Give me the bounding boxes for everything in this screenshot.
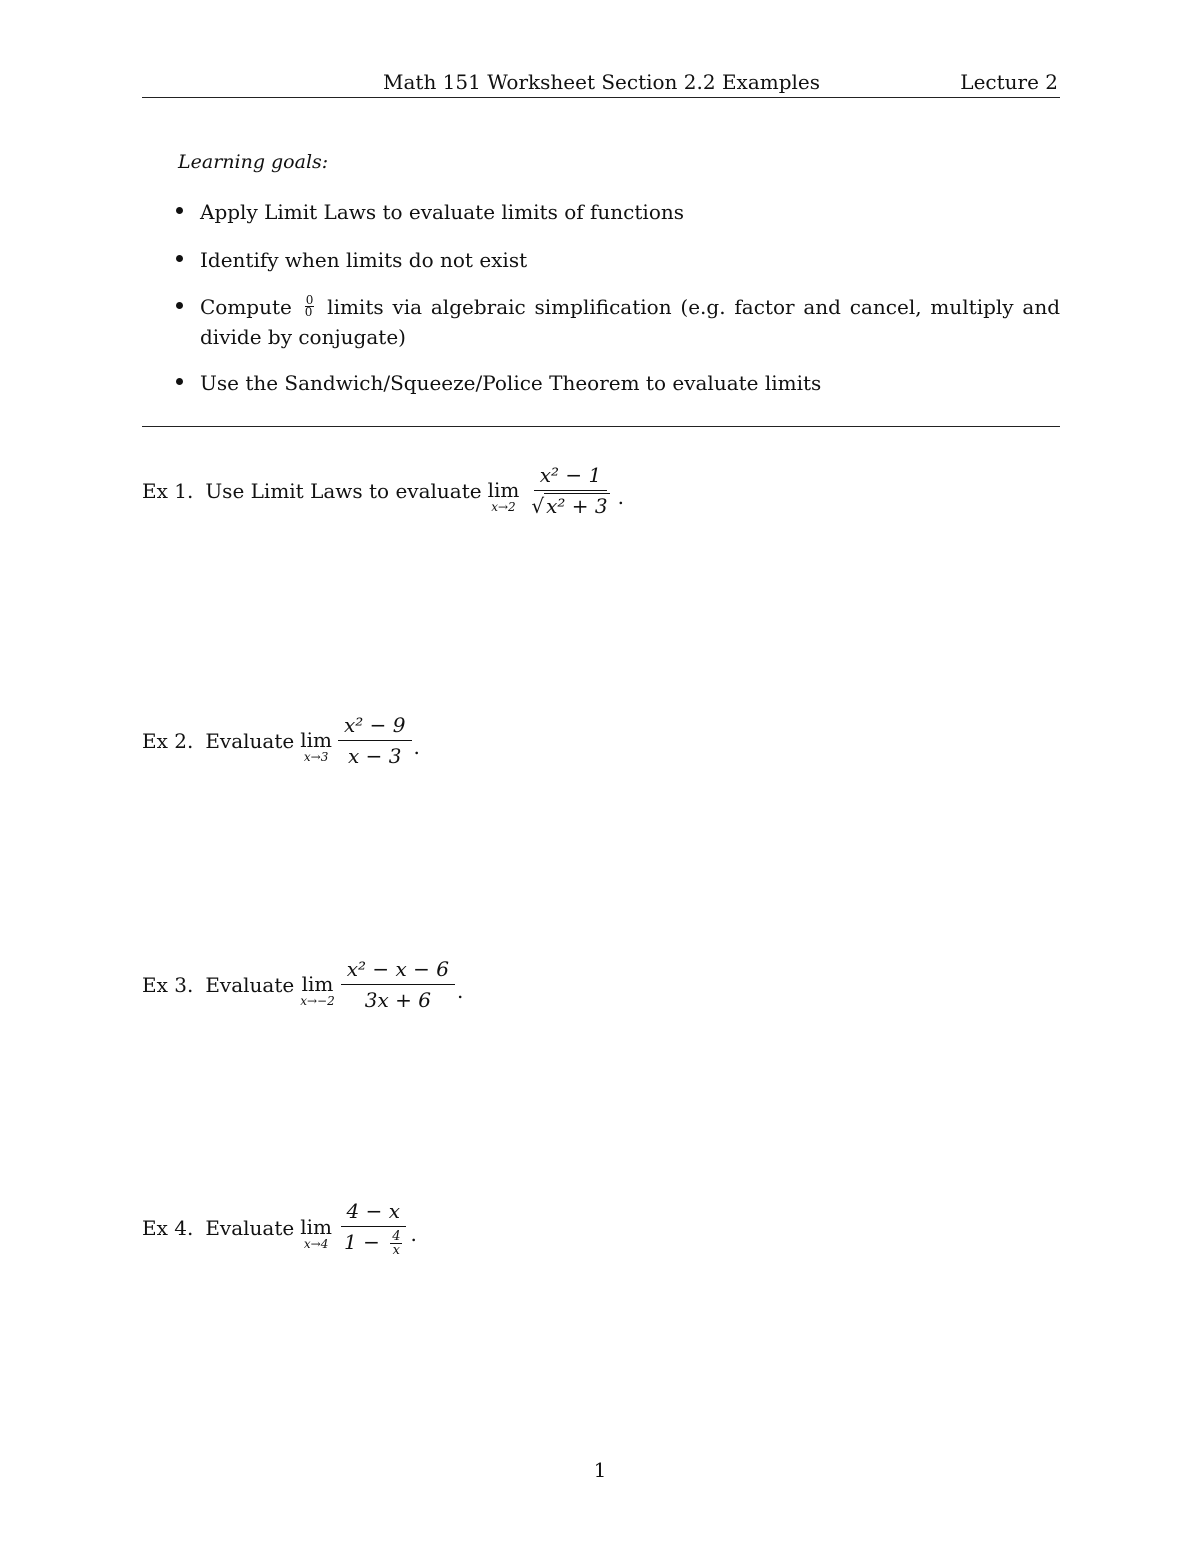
fraction-denominator: 3x + 6 xyxy=(364,988,431,1012)
period: . xyxy=(617,484,624,509)
lim-subscript: x→4 xyxy=(303,1237,329,1251)
nested-denominator: x xyxy=(392,1243,401,1258)
limit-operator xyxy=(300,971,335,1008)
example-2 xyxy=(142,713,420,768)
lim-word: lim xyxy=(300,1215,332,1239)
goal-item xyxy=(176,292,1060,352)
goal-item xyxy=(176,197,1060,227)
lim-subscript: x→3 xyxy=(303,749,329,764)
example-text: Evaluate xyxy=(205,972,295,997)
goal-text: Identify when limits do not exist xyxy=(200,248,528,272)
example-label: Ex 4. xyxy=(142,1216,194,1240)
nested-numerator: 4 xyxy=(392,1229,401,1244)
fraction-numerator: x² − 1 xyxy=(534,463,608,491)
page-number: 1 xyxy=(593,1458,607,1482)
goal-rest: limits via algebraic simplification (e.g. factor and cancel, multiply and divide by conjugate) xyxy=(200,295,1061,349)
bullet-icon xyxy=(176,378,183,385)
limit-fraction xyxy=(338,1199,408,1257)
example-text: Evaluate xyxy=(205,1216,295,1240)
bullet-icon xyxy=(176,255,183,262)
header-title: Math 151 Worksheet Section 2.2 Examples xyxy=(383,70,821,94)
limit-operator xyxy=(300,727,332,764)
section-rule xyxy=(142,426,1060,427)
fraction-denominator xyxy=(525,491,615,518)
fraction-numerator: 4 − x xyxy=(341,1199,406,1227)
limit-operator xyxy=(487,477,520,514)
header-rule xyxy=(142,97,1060,98)
learning-goals-title: Learning goals: xyxy=(178,151,329,173)
lim-word: lim xyxy=(301,971,334,996)
goal-item xyxy=(176,368,1060,398)
bullet-icon xyxy=(176,302,183,309)
example-label: Ex 1. xyxy=(142,478,194,503)
bullet-icon xyxy=(176,207,183,214)
lim-word: lim xyxy=(300,727,332,752)
fraction-numerator: x² − x − 6 xyxy=(341,957,455,985)
lim-subscript: x→−2 xyxy=(300,993,335,1008)
nested-fraction xyxy=(390,1230,402,1257)
example-text: Use Limit Laws to evaluate xyxy=(205,478,482,503)
goal-text: Use the Sandwich/Squeeze/Police Theorem to evaluate limits xyxy=(200,371,822,395)
period: . xyxy=(410,1222,417,1246)
fraction-denominator xyxy=(338,1227,408,1257)
sqrt-icon: √ xyxy=(531,494,545,518)
zero-over-zero-fraction xyxy=(305,295,315,318)
example-1 xyxy=(142,463,624,518)
period: . xyxy=(457,978,464,1003)
lim-subscript: x→2 xyxy=(491,499,516,514)
example-label: Ex 2. xyxy=(142,728,194,753)
example-4 xyxy=(142,1199,417,1257)
goal-text: Apply Limit Laws to evaluate limits of functions xyxy=(200,200,685,224)
example-3 xyxy=(142,957,463,1012)
fraction-numerator: x² − 9 xyxy=(338,713,412,741)
example-label: Ex 3. xyxy=(142,972,194,997)
denominator-prefix: 1 − xyxy=(344,1230,380,1254)
limit-fraction xyxy=(338,713,412,768)
sqrt-radicand: x² + 3 xyxy=(546,494,608,518)
limit-fraction xyxy=(525,463,615,518)
limit-fraction xyxy=(341,957,455,1012)
goal-text xyxy=(200,292,1060,352)
period: . xyxy=(413,734,420,759)
goal-prefix: Compute xyxy=(200,295,292,319)
header-lecture: Lecture 2 xyxy=(960,70,1058,94)
lim-word: lim xyxy=(487,477,520,502)
fraction-numerator: 0 xyxy=(305,293,314,307)
limit-operator xyxy=(300,1217,332,1251)
fraction-denominator: x − 3 xyxy=(348,744,402,768)
example-text: Evaluate xyxy=(205,728,295,753)
fraction-denominator: 0 xyxy=(304,305,313,319)
goal-item xyxy=(176,245,1060,275)
